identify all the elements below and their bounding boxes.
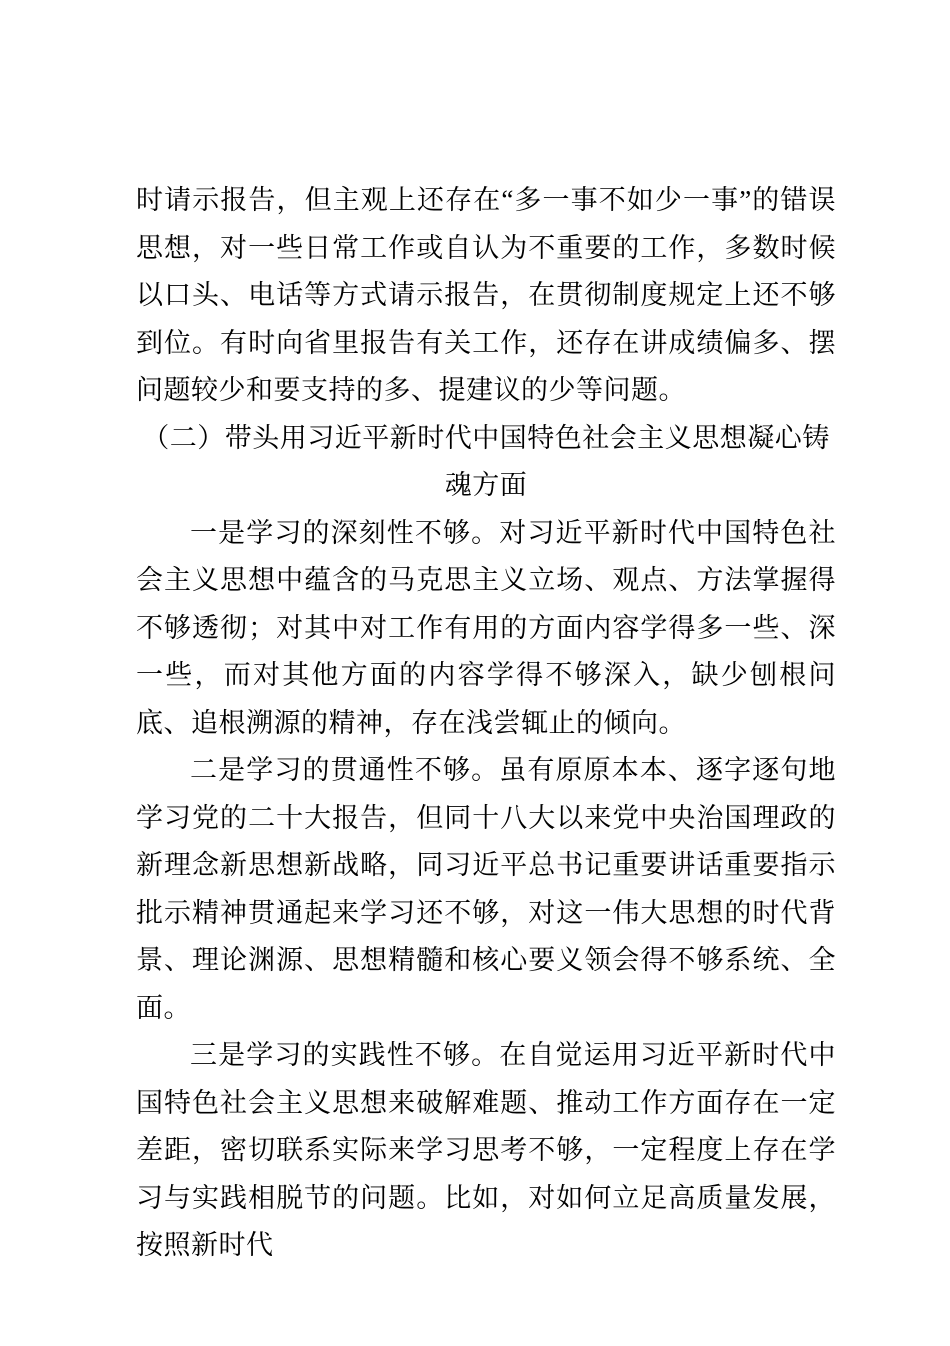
paragraph-learning-depth: 一是学习的深刻性不够。对习近平新时代中国特色社会主义思想中蕴含的马克思主义立场、观点、方法掌握得不够透彻；对其中对工作有用的方面内容学得多一些、深一些，而对其他方面的内容学得不够深入，缺少刨根问底、追根溯源的精神，存在浅尝辄止的倾向。 [136, 517, 836, 738]
paragraph-learning-practice: 三是学习的实践性不够。在自觉运用习近平新时代中国特色社会主义思想来破解难题、推动工作方面存在一定差距，密切联系实际来学习思考不够，一定程度上存在学习与实践相脱节的问题。比如，对如何立足高质量发展，按照新时代 [136, 1040, 836, 1260]
paragraph-continuation: 时请示报告，但主观上还存在“多一事不如少一事”的错误思想，对一些日常工作或自认为不重要的工作，多数时候以口头、电话等方式请示报告，在贯彻制度规定上还不够到位。有时向省里报告有关工作，还存在讲成绩偏多、摆问题较少和要支持的多、提建议的少等问题。 [136, 185, 836, 405]
section-heading: （二）带头用习近平新时代中国特色社会主义思想凝心铸魂方面 [142, 422, 830, 500]
paragraph-learning-integration: 二是学习的贯通性不够。虽有原原本本、逐字逐句地学习党的二十大报告，但同十八大以来党中央治国理政的新理念新思想新战略，同习近平总书记重要讲话重要指示批示精神贯通起来学习还不够，对这一伟大思想的时代背景、理论渊源、思想精髓和核心要义领会得不够系统、全面。 [136, 755, 836, 1023]
document-body [136, 177, 836, 1270]
